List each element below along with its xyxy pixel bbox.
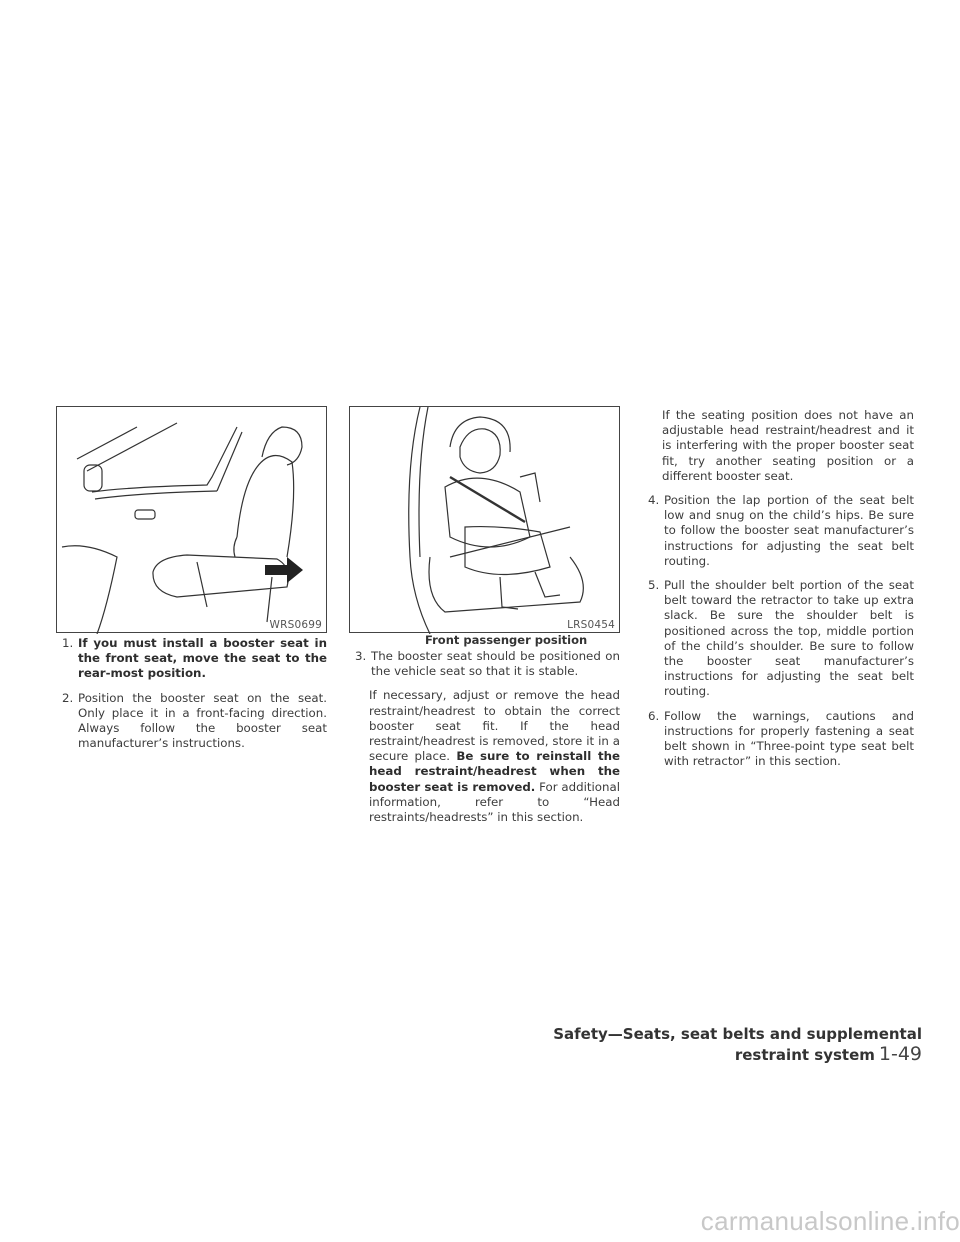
step-2	[56, 691, 327, 752]
watermark: carmanualsonline.info	[700, 1206, 960, 1236]
step-number: 3.	[355, 649, 367, 663]
step-6-text: Follow the warnings, cautions and instructions for properly fastening a seat belt shown in “Three-point type seat belt with retractor” in this section.	[664, 708, 914, 769]
step-3	[349, 649, 620, 679]
step-number: 4.	[648, 493, 660, 508]
figure-code: LRS0454	[567, 619, 615, 631]
step-number: 2.	[62, 690, 74, 705]
booster-seat-illustration	[350, 407, 621, 634]
para-tail: For additional information, refer to “Head restraints/headrests” in this section.	[369, 779, 620, 825]
step-number: 6.	[648, 708, 660, 723]
seating-position-paragraph: If the seating position does not have an adjustable head restraint/headrest and it is interfering with the proper booster seat fit, try another seating position or a different booster seat.	[662, 408, 914, 483]
para-bold: Be sure to reinstall the head restraint/headrest when the booster seat is removed.	[369, 749, 620, 794]
arrow-rear-icon	[265, 557, 303, 583]
column-1	[56, 636, 327, 760]
step-1-text: If you must install a booster seat in the front seat, move the seat to the rear-most position.	[78, 636, 327, 681]
para-text: If necessary, adjust or remove the head restraint/headrest to obtain the correct booster seat fit. If the head restraint/headrest is removed, store it in a secure place.	[369, 688, 620, 764]
column-3	[642, 408, 914, 778]
section-title: Safety—Seats, seat belts and supplemental restraint system	[553, 1025, 922, 1064]
step-number: 1.	[62, 636, 74, 650]
page-footer	[480, 1025, 922, 1065]
step-1	[56, 636, 327, 682]
step-5-text: Pull the shoulder belt portion of the seat belt toward the retractor to take up extra slack. Be sure the shoulder belt is positioned across the top, middle portion of the child’s shoulder. Be sure to follow the booster seat manufacturer’s instructions for adjusting the seat belt routing.	[664, 578, 914, 699]
step-2-text: Position the booster seat on the seat. Only place it in a front-facing direction. Always follow the booster seat manufacturer’s instructions.	[78, 690, 327, 751]
step-5	[642, 578, 914, 700]
front-seat-illustration	[57, 407, 328, 634]
figure-caption: Front passenger position	[425, 633, 588, 647]
page-number: 1-49	[878, 1043, 922, 1065]
figure-code: WRS0699	[269, 619, 322, 631]
step-number: 5.	[648, 578, 660, 593]
step-4-text: Position the lap portion of the seat belt low and snug on the child’s hips. Be sure to follow the booster seat manufacturer’s instructions for adjusting the seat belt routing.	[664, 493, 914, 568]
step-4	[642, 493, 914, 569]
step-6	[642, 709, 914, 770]
figure-front-seat	[56, 406, 327, 633]
figure-booster-seat	[349, 406, 620, 633]
head-restraint-paragraph	[349, 688, 620, 825]
column-2	[349, 649, 620, 834]
step-3-text: The booster seat should be positioned on the vehicle seat so that it is stable.	[371, 649, 620, 679]
